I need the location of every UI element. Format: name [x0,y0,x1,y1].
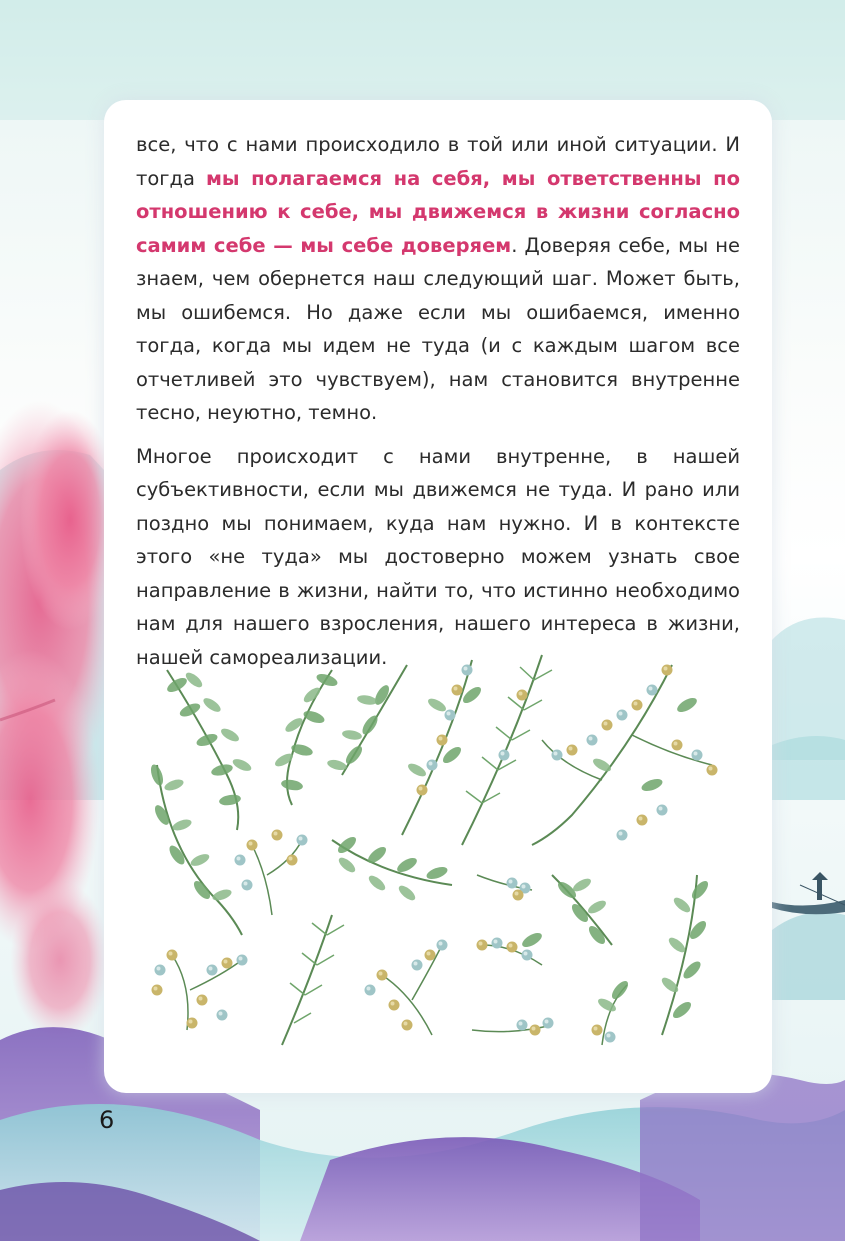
berry-sprig-icon [235,830,308,916]
needle-sprig-icon [462,655,552,845]
berry-sprig-icon [592,978,631,1045]
leafy-sprig-icon [659,875,710,1035]
boat-icon [772,872,845,914]
botanical-illustration [132,645,742,1065]
body-text [136,128,740,684]
paragraph-1-end: . Доверяя себе, мы не знаем, чем обернется наш следующий шаг. Может быть, мы ошибемся. Но даже если мы ошибаемся, именно тогда, когда мы идем не туда (и с каждым шагом все отчетливей это чувствуем), нам становится внутренне тесно, неуютно, темно. [136,233,740,424]
leafy-sprig-icon [149,763,242,935]
leafy-sprig-icon [273,670,339,805]
highlighted-phrase: мы полагаемся на себя, мы ответственны по отношению к себе, мы движемся в жизни согласно самим себе — мы себе доверяем [136,166,741,257]
paragraph-1-start: все, что с нами происходило в той или иной ситуации. И тогда [136,133,740,190]
leafy-sprig-icon [552,875,612,947]
paragraph-1 [136,128,740,430]
berry-sprig-icon [477,875,532,901]
berry-sprig-icon [472,930,554,1035]
berry-branch-icon [152,950,248,1031]
leafy-sprig-icon [332,834,452,903]
berry-branch-icon [365,940,448,1036]
berry-branch-icon [532,665,718,846]
paragraph-2: Многое происходит с нами внутренне, в нашей субъективности, если мы движемся не туда. И рано или поздно мы понимаем, куда нам нужно. И в контексте этого «не туда» мы достоверно можем узнать свое направление в жизни, найти то, что истинно необходимо нам для нашего взросления, нашего интереса в жизни, нашей самореализации. [136,444,740,669]
leafy-sprig-icon [326,665,407,775]
needle-sprig-icon [282,915,344,1045]
leafy-sprig-icon [165,670,253,830]
berry-sprig-icon [402,660,484,835]
page-number: 6 [99,1106,115,1134]
